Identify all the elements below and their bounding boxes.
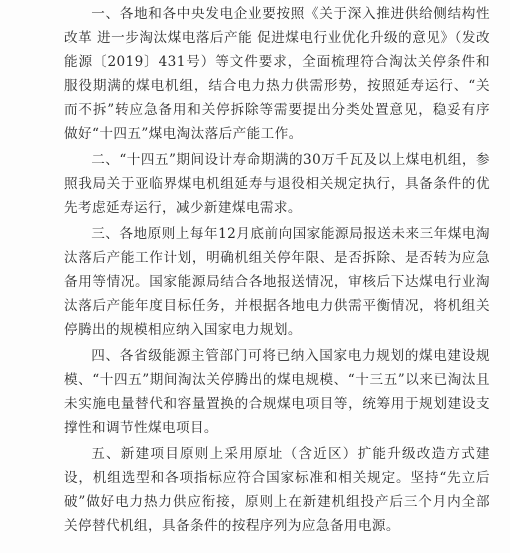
paragraph-3: 三、各地原则上每年12月底前向国家能源局报送未来三年煤电淘汰落后产能工作计划，明确机组关停年限、是否拆除、是否转为应急备用等情况。国家能源局结合各地报送情况，审核后下达煤电行业淘汰落后产能年度目标任务，并根据各地电力供需平衡情况，将机组关停腾出的规模相应纳入国家电力规划。 [64, 226, 490, 338]
paragraph-5: 五、新建项目原则上采用原址（含近区）扩能升级改造方式建设，机组选型和各项指标应符合国家标准和相关规定。坚持“先立后破”做好电力热力供应衔接，原则上在新建机组投产后三个月内全部关停替代机组，具备条件的按程序列为应急备用电源。 [64, 446, 490, 534]
paragraph-4: 四、各省级能源主管部门可将已纳入国家电力规划的煤电建设规模、“十四五”期间淘汰关停腾出的煤电规模、“十三五”以来已淘汰且未实施电量替代和容量置换的合规煤电项目等，统筹用于规划建设支撑性和调节性煤电项目。 [64, 348, 490, 436]
paragraph-2: 二、“十四五”期间设计寿命期满的30万千瓦及以上煤电机组，参照我局关于亚临界煤电机组延寿与退役相关规定执行，具备条件的优先考虑延寿运行，减少新建煤电需求。 [64, 152, 490, 216]
paragraph-1: 一、各地和各中央发电企业要按照《关于深入推进供给侧结构性改革 进一步淘汰煤电落后产能 促进煤电行业优化升级的意见》（发改能源〔2019〕431号）等文件要求，全面梳理符合淘汰关停条件和服役期满的煤电机组，结合电力热力供需形势，按照延寿运行、“关而不拆”转应急备用和关停拆除等需要提出分类处置意见，稳妥有序做好“十四五”煤电淘汰落后产能工作。 [64, 6, 490, 142]
